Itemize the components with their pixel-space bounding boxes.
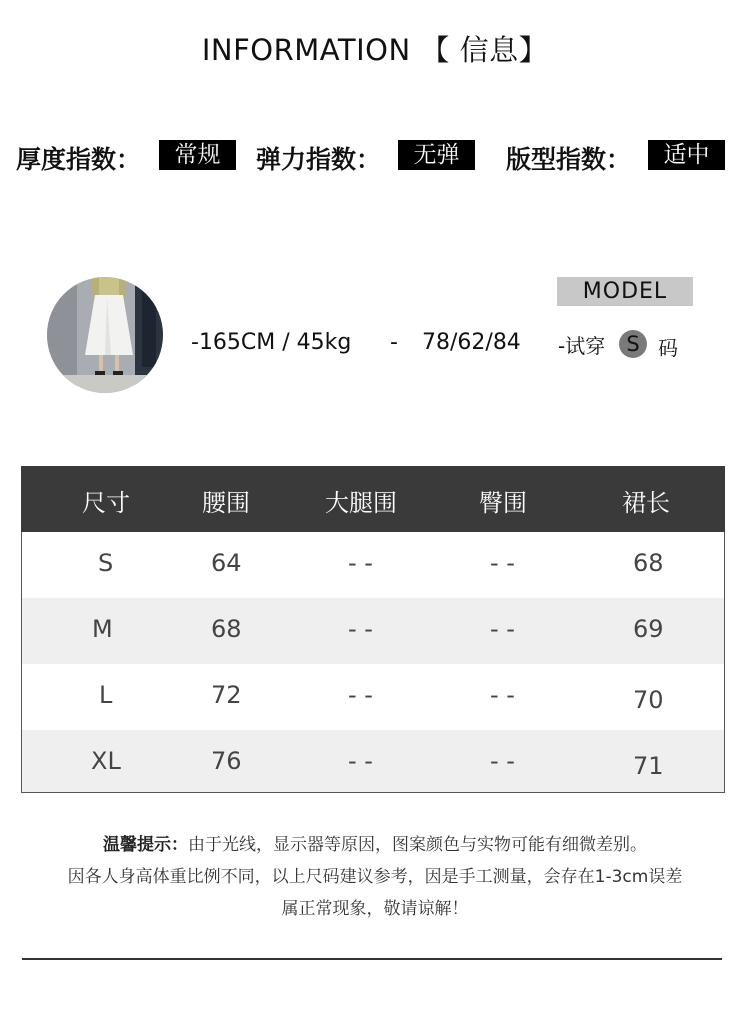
cell-size: L: [99, 681, 113, 709]
page-title: INFORMATION 【 信息】: [201, 33, 549, 67]
model-dash: -: [390, 330, 398, 355]
header-waist: 腰围: [202, 489, 250, 517]
trial-prefix: -试穿: [558, 334, 606, 358]
bottom-divider: [22, 958, 722, 960]
cell-length: 70: [633, 686, 664, 714]
cell-waist: 64: [211, 549, 242, 577]
fit-label: 版型指数：: [506, 145, 632, 174]
cell-length: 71: [633, 752, 664, 780]
size-table: [21, 466, 725, 793]
notice-line-2: 因各人身高体重比例不同，以上尺码建议参考，因是手工测量，会存在1-3cm误差: [67, 867, 683, 887]
thickness-value: 常规: [159, 140, 236, 170]
cell-size: S: [98, 549, 114, 577]
cell-size: M: [92, 615, 113, 643]
table-row: [22, 598, 724, 664]
table-row: [22, 664, 724, 730]
size-table-header: [21, 466, 725, 532]
cell-size: XL: [91, 747, 121, 775]
cell-length: 69: [633, 615, 664, 643]
cell-hip: - -: [490, 681, 515, 709]
model-height-weight: -165CM / 45kg: [191, 330, 352, 355]
header-hip: 臀围: [479, 489, 527, 517]
cell-thigh: - -: [348, 549, 373, 577]
trial-suffix: 码: [658, 336, 678, 360]
model-photo: [47, 277, 163, 393]
header-skirt-length: 裙长: [622, 489, 670, 517]
cell-thigh: - -: [348, 747, 373, 775]
cell-thigh: - -: [348, 615, 373, 643]
cell-waist: 76: [211, 747, 242, 775]
trial-size-badge: S: [619, 330, 647, 358]
header-thigh: 大腿围: [325, 489, 397, 517]
header-size: 尺寸: [82, 489, 130, 517]
cell-hip: - -: [490, 747, 515, 775]
notice-line-3: 属正常现象，敬请谅解！: [281, 899, 469, 919]
fabric-indices: [16, 138, 736, 174]
cell-waist: 68: [211, 615, 242, 643]
cell-waist: 72: [211, 681, 242, 709]
table-row: [22, 730, 724, 792]
fit-value: 适中: [648, 140, 725, 170]
cell-thigh: - -: [348, 681, 373, 709]
cell-length: 68: [633, 549, 664, 577]
thickness-label: 厚度指数：: [16, 145, 142, 174]
notice-lead: 温馨提示：: [103, 835, 188, 855]
table-row: [22, 532, 724, 598]
model-tag: MODEL: [557, 277, 693, 306]
notice-text-1: 由于光线，显示器等原因，图案颜色与实物可能有细微差别。: [188, 835, 647, 855]
elasticity-label: 弹力指数：: [256, 145, 382, 174]
notice-line-1: [0, 830, 750, 855]
cell-hip: - -: [490, 549, 515, 577]
elasticity-value: 无弹: [398, 140, 475, 170]
cell-hip: - -: [490, 615, 515, 643]
model-measurements: 78/62/84: [422, 330, 521, 355]
